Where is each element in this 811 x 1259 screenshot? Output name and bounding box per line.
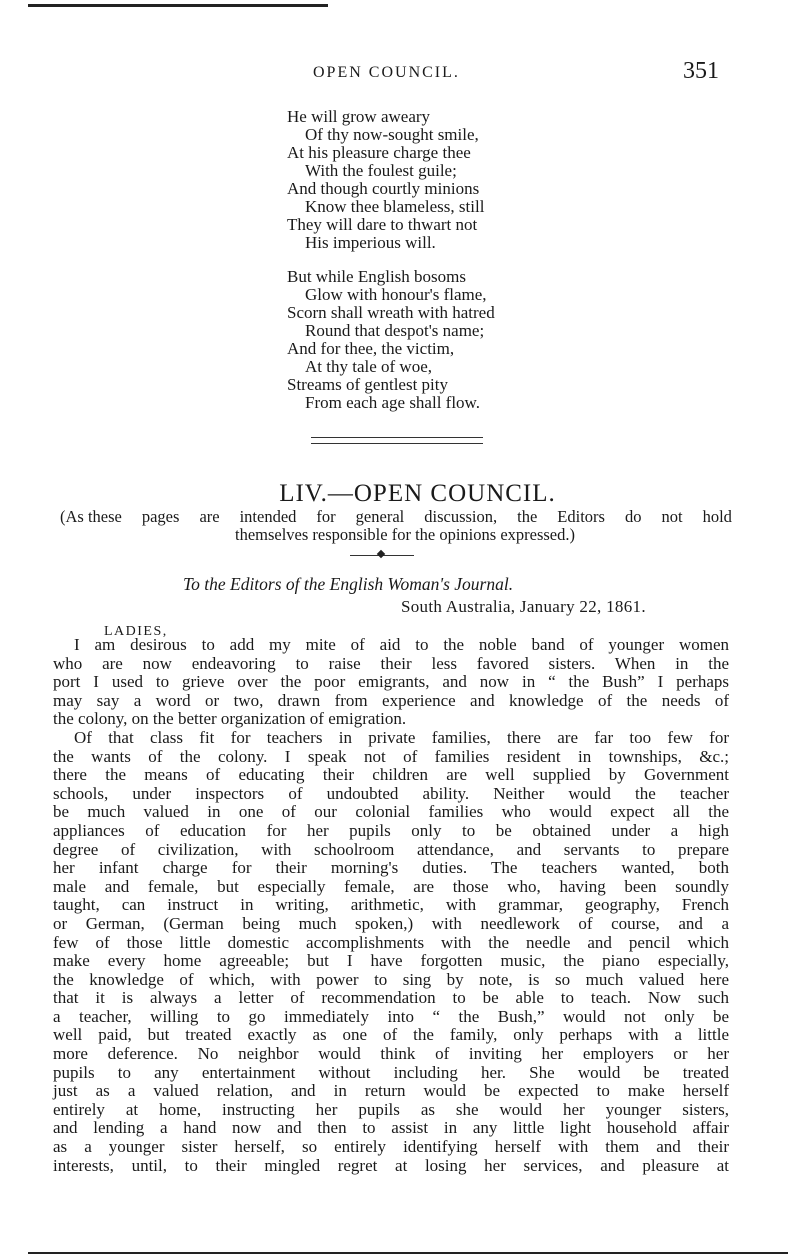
poem-line: Know thee blameless, still <box>305 197 485 216</box>
note-word: (As these <box>60 507 122 526</box>
letter-greeting: LADIES, <box>104 624 168 639</box>
note-word: discussion, <box>424 507 498 526</box>
poem-line: From each age shall flow. <box>305 393 480 412</box>
poem-line: At his pleasure charge thee <box>287 143 471 162</box>
note-word: intended <box>239 507 297 526</box>
letter-body <box>53 636 729 1175</box>
running-head: OPEN COUNCIL. <box>313 64 460 81</box>
body-line: pupils to any entertainment without including her. She would be treated <box>53 1062 729 1082</box>
body-line: who are now endeavoring to raise their less favored sisters. When in the <box>53 653 729 673</box>
double-rule-divider <box>311 437 483 444</box>
page-header <box>0 58 811 88</box>
body-line: just as a valued relation, and in return would be expected to make herself <box>53 1081 729 1101</box>
body-line: make every home agreeable; but I have forgotten music, the piano especially, <box>53 951 729 971</box>
note-word: not <box>661 507 683 526</box>
letter-dateline: South Australia, January 22, 1861. <box>401 597 646 616</box>
body-line: there the means of educating their children are well supplied by Government <box>53 765 729 785</box>
body-line: more deference. No neighbor would think of inviting her employers or her <box>53 1044 729 1064</box>
poem-line: Streams of gentlest pity <box>287 375 449 394</box>
body-line: male and female, but especially female, are those who, having been soundly <box>53 876 729 896</box>
body-line: the colony, on the better organization of emigration. <box>53 709 407 729</box>
note-word: Editors <box>557 507 605 526</box>
body-line: I am desirous to add my mite of aid to the noble band of younger women <box>74 635 729 654</box>
poem-line: His imperious will. <box>305 233 436 252</box>
editorial-note <box>60 508 732 544</box>
body-line: few of those little domestic accomplishments with the needle and pencil which <box>53 932 729 952</box>
ornament-divider <box>350 550 414 560</box>
poem-line: They will dare to thwart not <box>287 215 478 234</box>
section-title: LIV.—OPEN COUNCIL. <box>279 480 556 507</box>
body-line: port I used to grieve over the poor emigrants, and now in “ the Bush” I perhaps <box>53 672 729 692</box>
body-line: the wants of the colony. I speak not of families resident in townships, &c.; <box>53 746 729 766</box>
poem-line: At thy tale of woe, <box>305 357 432 376</box>
note-line-1 <box>60 508 732 526</box>
letter-salutation: To the Editors of the English Woman's Journal. <box>183 574 514 594</box>
note-word: for <box>316 507 336 526</box>
body-line: or German, (German being much spoken,) with needlework of course, and a <box>53 913 729 933</box>
note-line-2: themselves responsible for the opinions expressed.) <box>234 525 575 544</box>
body-line: entirely at home, instructing her pupils as she would her younger sisters, <box>53 1099 729 1119</box>
poem-stanza-2 <box>287 268 495 412</box>
note-word: pages <box>141 507 180 526</box>
body-line: and lending a hand now and then to assist in any little light household affair <box>53 1118 729 1138</box>
body-line: her infant charge for their morning's duties. The teachers wanted, both <box>53 858 729 878</box>
note-word: do <box>624 507 642 526</box>
poem-line: But while English bosoms <box>287 267 466 286</box>
note-word: are <box>199 507 220 526</box>
body-line: taught, can instruct in writing, arithmetic, with grammar, geography, French <box>53 895 729 915</box>
body-line: degree of civilization, with schoolroom attendance, and servants to prepare <box>53 839 729 859</box>
page-number: 351 <box>683 58 719 84</box>
body-line: schools, under inspectors of undoubted ability. Neither would the teacher <box>53 783 729 803</box>
poem-line: Of thy now-sought smile, <box>305 125 479 144</box>
poem-line: He will grow aweary <box>287 107 431 126</box>
body-line: be much valued in one of our colonial families who would expect all the <box>53 802 729 822</box>
body-line: as a younger sister herself, so entirely identifying herself with them and their <box>53 1137 729 1157</box>
poem-line: Round that despot's name; <box>305 321 485 340</box>
body-line: the knowledge of which, with power to sing by note, is so much valued here <box>53 969 729 989</box>
body-line: may say a word or two, drawn from experience and knowledge of the needs of <box>53 690 729 710</box>
body-line: interests, until, to their mingled regret at losing her services, and pleasure at <box>53 1155 729 1175</box>
poem-line: Glow with honour's flame, <box>305 285 487 304</box>
poem-line: Scorn shall wreath with hatred <box>287 303 495 322</box>
note-word: general <box>355 507 405 526</box>
note-word: hold <box>702 507 732 526</box>
poem-stanza-1 <box>287 108 495 252</box>
note-word: the <box>517 507 538 526</box>
diamond-icon <box>377 550 385 558</box>
poem <box>287 108 495 428</box>
body-line: a teacher, willing to go immediately into “ the Bush,” would not only be <box>53 1006 729 1026</box>
poem-line: And though courtly minions <box>287 179 480 198</box>
body-line: Of that class fit for teachers in private families, there are far too few for <box>74 727 729 747</box>
body-line: appliances of education for her pupils only to be obtained under a high <box>53 820 729 840</box>
body-line: well paid, but treated exactly as one of the family, only perhaps with a little <box>53 1025 729 1045</box>
top-rule <box>28 4 328 7</box>
poem-line: With the foulest guile; <box>305 161 457 180</box>
poem-line: And for thee, the victim, <box>287 339 455 358</box>
bottom-rule <box>28 1252 788 1254</box>
body-line: that it is always a letter of recommendation to be able to teach. Now such <box>53 988 729 1008</box>
